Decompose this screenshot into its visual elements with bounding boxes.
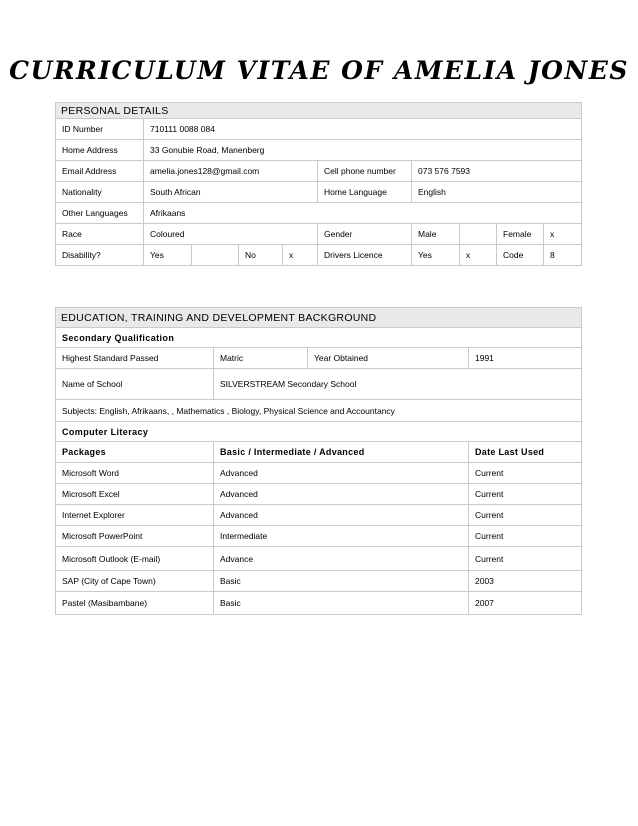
id-number-value: 710111 0088 084: [144, 119, 582, 140]
gender-male-option: Male: [412, 224, 460, 245]
gender-label: Gender: [318, 224, 412, 245]
package-name: Pastel (Masibambane): [56, 592, 214, 615]
disability-yes-mark: [192, 245, 239, 266]
year-obtained-label: Year Obtained: [308, 348, 469, 369]
education-table: [55, 307, 582, 615]
school-name-value: SILVERSTREAM Secondary School: [214, 369, 582, 400]
table-row: [56, 463, 582, 484]
package-date: Current: [469, 547, 582, 571]
year-obtained-value: 1991: [469, 348, 582, 369]
disability-no-option: No: [239, 245, 283, 266]
package-date: Current: [469, 463, 582, 484]
package-name: Microsoft Outlook (E-mail): [56, 547, 214, 571]
table-row: [56, 547, 582, 571]
other-languages-value: Afrikaans: [144, 203, 582, 224]
package-level: Advanced: [214, 484, 469, 505]
package-name: Microsoft PowerPoint: [56, 526, 214, 547]
package-level: Basic: [214, 592, 469, 615]
package-name: Internet Explorer: [56, 505, 214, 526]
subjects-text: Subjects: English, Afrikaans, , Mathematics , Biology, Physical Science and Accountancy: [56, 400, 582, 422]
race-value: Coloured: [144, 224, 318, 245]
level-column-header: Basic / Intermediate / Advanced: [214, 442, 469, 463]
document-title: CURRICULUM VITAE OF AMELIA JONES: [9, 56, 629, 85]
package-name: Microsoft Excel: [56, 484, 214, 505]
package-date: Current: [469, 526, 582, 547]
education-heading: EDUCATION, TRAINING AND DEVELOPMENT BACKGROUND: [56, 308, 582, 328]
school-name-label: Name of School: [56, 369, 214, 400]
package-date: Current: [469, 484, 582, 505]
cell-phone-value: 073 576 7593: [412, 161, 582, 182]
email-label: Email Address: [56, 161, 144, 182]
home-language-value: English: [412, 182, 582, 203]
gender-male-mark: [460, 224, 497, 245]
table-row: [56, 526, 582, 547]
package-level: Advance: [214, 547, 469, 571]
package-level: Basic: [214, 571, 469, 592]
email-value: amelia.jones128@gmail.com: [144, 161, 318, 182]
package-date: 2003: [469, 571, 582, 592]
home-address-label: Home Address: [56, 140, 144, 161]
gender-female-mark: x: [544, 224, 582, 245]
personal-details-heading: PERSONAL DETAILS: [56, 103, 582, 119]
nationality-label: Nationality: [56, 182, 144, 203]
licence-code-value: 8: [544, 245, 582, 266]
package-level: Advanced: [214, 505, 469, 526]
package-name: Microsoft Word: [56, 463, 214, 484]
table-row: [56, 571, 582, 592]
home-address-value: 33 Gonubie Road, Manenberg: [144, 140, 582, 161]
other-languages-label: Other Languages: [56, 203, 144, 224]
disability-yes-option: Yes: [144, 245, 192, 266]
id-number-label: ID Number: [56, 119, 144, 140]
package-date: Current: [469, 505, 582, 526]
packages-column-header: Packages: [56, 442, 214, 463]
package-level: Intermediate: [214, 526, 469, 547]
computer-literacy-heading: Computer Literacy: [56, 422, 582, 442]
disability-no-mark: x: [283, 245, 318, 266]
table-row: [56, 505, 582, 526]
personal-details-table: [55, 102, 582, 266]
home-language-label: Home Language: [318, 182, 412, 203]
package-date: 2007: [469, 592, 582, 615]
highest-standard-value: Matric: [214, 348, 308, 369]
licence-yes-option: Yes: [412, 245, 460, 266]
package-name: SAP (City of Cape Town): [56, 571, 214, 592]
table-row: [56, 592, 582, 615]
highest-standard-label: Highest Standard Passed: [56, 348, 214, 369]
disability-label: Disability?: [56, 245, 144, 266]
gender-female-option: Female: [497, 224, 544, 245]
nationality-value: South African: [144, 182, 318, 203]
secondary-qualification-heading: Secondary Qualification: [56, 328, 582, 348]
table-row: [56, 484, 582, 505]
date-used-column-header: Date Last Used: [469, 442, 582, 463]
cell-phone-label: Cell phone number: [318, 161, 412, 182]
race-label: Race: [56, 224, 144, 245]
package-level: Advanced: [214, 463, 469, 484]
licence-yes-mark: x: [460, 245, 497, 266]
licence-code-label: Code: [497, 245, 544, 266]
drivers-licence-label: Drivers Licence: [318, 245, 412, 266]
